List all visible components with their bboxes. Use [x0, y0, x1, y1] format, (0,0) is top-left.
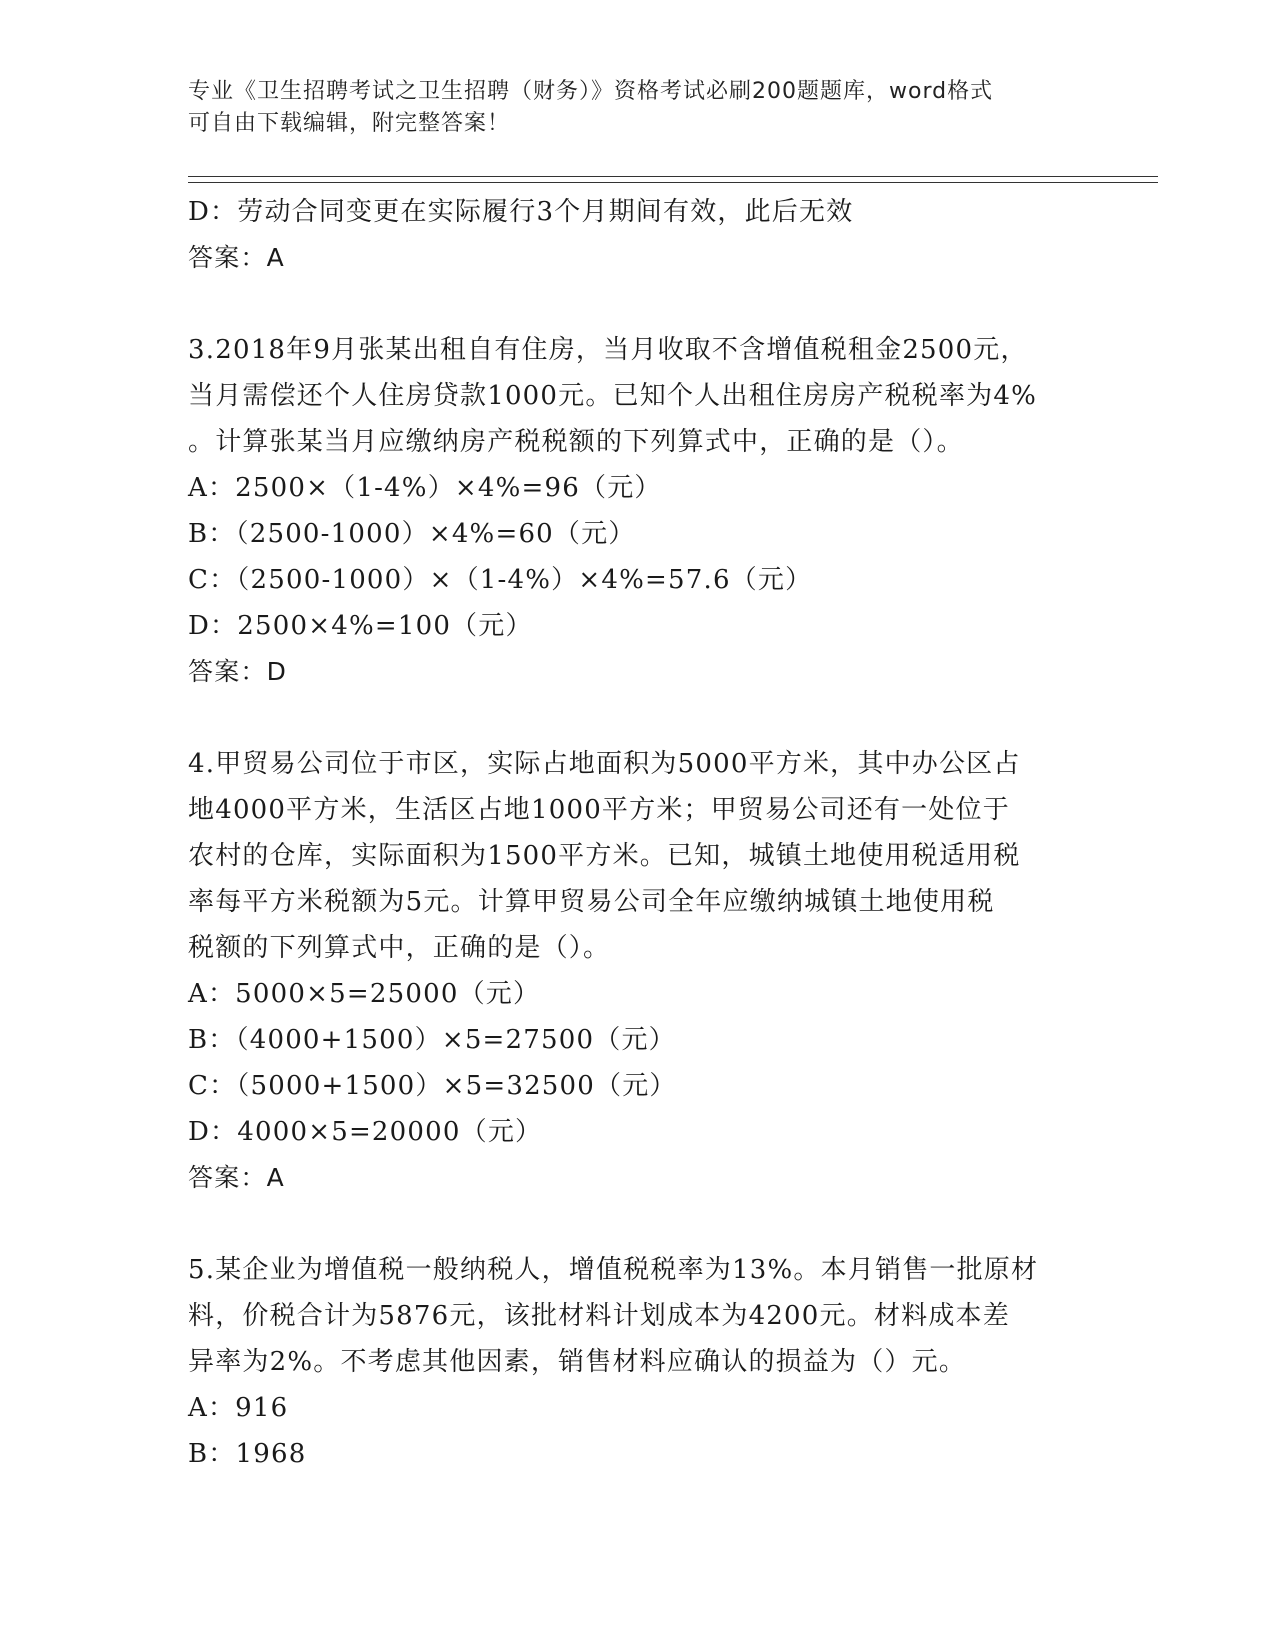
question-text-line: 当月需偿还个人住房贷款1000元。已知个人出租住房房产税税率为4%: [188, 381, 1038, 411]
question-list: [188, 189, 1088, 1477]
question-text-line: 异率为2%。不考虑其他因素，销售材料应确认的损益为（）元。: [188, 1347, 967, 1377]
question-text-line: 料，价税合计为5876元，该批材料计划成本为4200元。材料成本差: [188, 1301, 1010, 1331]
header-line-1: 专业《卫生招聘考试之卫生招聘（财务）》资格考试必刷200题题库，word格式: [188, 79, 994, 104]
question-text-line: 税额的下列算式中，正确的是（）。: [188, 933, 611, 963]
question-3: [188, 327, 1088, 695]
option-a: A：2500×（1-4%）×4%=96（元）: [188, 473, 662, 503]
option-b: B：1968: [188, 1439, 307, 1469]
option-b: B：（4000+1500）×5=27500（元）: [188, 1025, 676, 1055]
option-a: A：916: [188, 1393, 289, 1423]
question-5: [188, 1247, 1088, 1477]
question-text-line: 率每平方米税额为5元。计算甲贸易公司全年应缴纳城镇土地使用税: [188, 887, 995, 917]
option-c: C：（5000+1500）×5=32500（元）: [188, 1071, 677, 1101]
question-text-line: 3.2018年9月张某出租自有住房，当月收取不含增值税租金2500元，: [188, 335, 1028, 365]
question-text-line: 5.某企业为增值税一般纳税人，增值税税率为13%。本月销售一批原材: [188, 1255, 1039, 1285]
answer: 答案：D: [188, 657, 288, 686]
option-b: B：（2500-1000）×4%=60（元）: [188, 519, 636, 549]
option-d: D：4000×5=20000（元）: [188, 1117, 543, 1147]
answer: 答案：A: [188, 243, 285, 272]
option-c: C：（2500-1000）×（1-4%）×4%=57.6（元）: [188, 565, 813, 595]
question-4: [188, 741, 1088, 1201]
option-a: A：5000×5=25000（元）: [188, 979, 541, 1009]
answer: 答案：A: [188, 1163, 285, 1192]
document-header: [188, 76, 1088, 140]
option-d: D：2500×4%=100（元）: [188, 611, 533, 641]
header-line-2: 可自由下载编辑，附完整答案！: [188, 111, 511, 136]
question-text-line: 4.甲贸易公司位于市区，实际占地面积为5000平方米，其中办公区占: [188, 749, 1021, 779]
question-text-line: 。计算张某当月应缴纳房产税税额的下列算式中，正确的是（）。: [188, 427, 964, 457]
question-text-line: 农村的仓库，实际面积为1500平方米。已知，城镇土地使用税适用税: [188, 841, 1021, 871]
header-divider: [188, 176, 1158, 183]
question-2-tail: [188, 189, 1088, 281]
question-text-line: 地4000平方米，生活区占地1000平方米；甲贸易公司还有一处位于: [188, 795, 1010, 825]
option-d: D：劳动合同变更在实际履行3个月期间有效，此后无效: [188, 197, 854, 227]
